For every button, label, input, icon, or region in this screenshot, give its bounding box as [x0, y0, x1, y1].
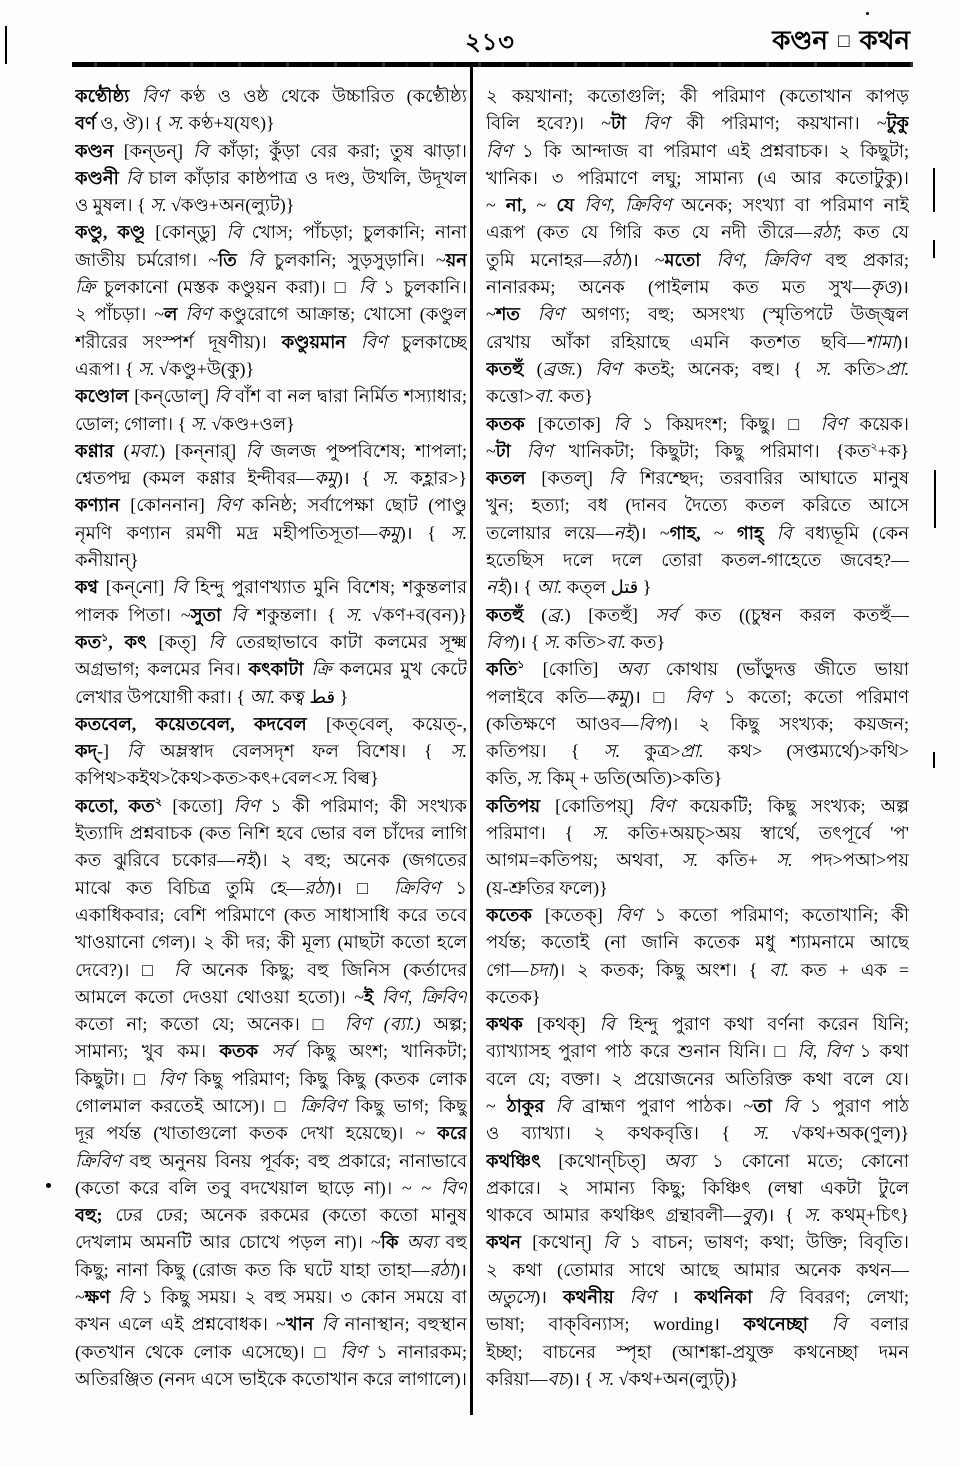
dict-line: অতুসে)। কথনীয় বিণ । কথনিকা বি বিবরণ; লেখা; [486, 1287, 909, 1308]
dict-line: থাকবে আমার কথঞ্চিৎ গ্রন্থাবলী—বুব)। { স. কথম্+চিৎ} [486, 1205, 909, 1226]
dict-line: পরিমাণ। { স. কতি+অয়চ্>অয় স্বার্থে, তৎপূর্বে 'প' [486, 823, 909, 844]
dict-line: কতবেল, কয়েতবেল, কদবেল [কত্‌বেল্, কয়েত্-, [75, 713, 467, 734]
dict-line: কতিপয়। { স. কুত্র>প্রা. কথ> (সপ্তম্যর্থে)>কথি> [486, 741, 909, 762]
dict-line: কতল [কতল্] বি শিরশ্ছেদ; তরবারির আঘাতে মানুষ [486, 468, 909, 489]
dict-line: তুমি মনোহর—রঠা)। ~মতো বিণ, ক্রিবিণ বহু প্রকার; [486, 249, 909, 270]
dict-line: কদ্-] বি অম্লস্বাদ বেলসদৃশ ফল বিশেষ। { স. [75, 741, 467, 762]
dict-line: সামান্য; খুব কম। কতক সর্ব কিছু অংশ; খানিকটা; [75, 1041, 467, 1062]
dict-line: কিছুটা। □ বিণ কিছু পরিমাণ; কিছু কিছু (কতক লোক [75, 1068, 467, 1089]
dict-line: কতো না; কতো যে; অনেক। □ বিণ (ব্যা.) অল্প; [75, 1014, 467, 1035]
dict-line: মাঝে কত বিচিত্র তুমি হে—রঠা)। □ ক্রিবিণ ১ [75, 877, 467, 898]
dict-line: দূর পর্যন্ত (খাতাগুলো কতক দেখা হয়েছে)। ~ করে [75, 1123, 467, 1144]
dict-line: ~ ঠাকুর বি ব্রাহ্মণ পুরাণ পাঠক। ~তা বি ১ পুরাণ পাঠ [486, 1095, 909, 1116]
dict-line: কতি, স. কিম্ + ডতি(অতি)>কতি} [486, 768, 723, 789]
dict-line: অতিরঞ্জিত (ননদ এসে ভাইকে কতোখান করে লাগালে)। [75, 1368, 467, 1389]
dict-line: ডোল; গোলা। { স. √কণ্ড+ওল} [75, 413, 295, 434]
dict-line: পালক পিতা। ~সুতা বি শকুন্তলা। { স. √কণ+ব(বন)} [75, 604, 467, 625]
dict-line: কণ্ণার (মবা.) [কন্‌নার্] বি জলজ পুষ্পবিশেষ; শাপলা; [75, 440, 467, 461]
dict-line: ইচ্ছা; বাচনের স্পৃহা (আশঙ্কা-প্রযুক্ত কথনেচ্ছা দমন [486, 1341, 909, 1362]
scan-margin-artifact [933, 168, 935, 212]
dict-line: কত ঝুরিবে চকোর—নই)। ২ বহু; অনেক (জগতের [75, 850, 467, 871]
dict-line: ২ পাঁচড়া। ~ল বিণ কণ্ডুরোগে আক্রান্ত; খোসো (কণ্ডুল [75, 304, 467, 325]
running-head-separator-icon: □ [837, 31, 850, 52]
dict-line: রেখায় আঁকা রহিয়াছে এমনি কতশত ছবি—শামা)। [486, 331, 909, 352]
dict-line: অগ্রভাগ; কলমের নিব। কৎকাটা ক্রি কলমের মুখ কেটে [75, 659, 467, 680]
running-head-first-entry: কণ্ডন [772, 26, 828, 55]
dict-line: তলোয়ার লয়ে—নই)। ~গাহ, ~ গাহ্ বি বধ্যভূমি (কেন [486, 522, 909, 543]
header-rule [72, 62, 913, 67]
dict-line: বিণ ১ কি আন্দাজ বা পরিমাণ এই প্রশ্নবাচক। ২ কিছুটা; [486, 140, 909, 161]
dict-line: কপিথ>কইথ>কৈথ>কত>কৎ+বেল<স. বিল্ব} [75, 768, 379, 789]
dict-line: (কতিক্ষণে আওব—বিপ)। ২ কিছু সংখ্যক; কয়জন; [486, 713, 909, 734]
dict-line: করিয়া—বচ)। { স. √কথ+অন(ল্যুট্)} [486, 1368, 739, 1389]
dict-line: ২ কয়খানা; কতোগুলি; কী পরিমাণ (কতোখান কাপড় [486, 86, 909, 106]
dict-line: (কতখান থেকে লোক এসেছে)। □ বিণ ১ নানারকম; [75, 1341, 467, 1362]
dict-line: বর্ণ ও, ঔ)। { স. কণ্ঠ+য(যৎ)} [75, 113, 275, 134]
dict-line: খুন; হত্যা; বধ (দানব দৈত্যে কতল করিতে আসে [486, 495, 909, 516]
dict-line: কথক [কথক্] বি হিন্দু পুরাণ কথা বর্ণনা করেন যিনি; [486, 1014, 909, 1035]
dict-line: বলে যে; বক্তা। ২ প্রয়োজনের অতিরিক্ত কথা বলে যে। [486, 1068, 909, 1089]
dict-line: প্রকারে। ২ সামান্য কিছু; কিঞ্চিৎ (লম্বা একটা টুলে [486, 1177, 909, 1198]
dict-line: খাওয়ানো গেল)। ২ কী দর; কী মূল্য (মাছটা কতো হলে [75, 932, 467, 953]
dict-line: কণ্ব [কন্‌নো] বি হিন্দু পুরাণখ্যাত মুনি বিশেষ; শকুন্তলার [75, 577, 467, 598]
dict-line: কণ্ঠৌষ্ঠ্য বিণ কণ্ঠ ও ওষ্ঠ থেকে উচ্চারিত (কণ্ঠৌষ্ঠ্য [75, 86, 467, 106]
dict-line: কতেক [কতেক্] বিণ ১ কতো পরিমাণ; কতোখানি; কী [486, 904, 909, 925]
dict-line: দেবে?)। □ বি অনেক কিছু; বহু জিনিস (কর্তাদের [75, 959, 467, 980]
dict-line: ২ কথা (তোমার সাথে আছে আমার অনেক কথন— [486, 1259, 909, 1280]
dict-line: ও ব্যাখ্যা। ২ কথকবৃত্তি। { স. √কথ+অক(ণুল)} [486, 1123, 909, 1144]
dict-line: ভাষা; বাক্‌বিন্যাস; wording। কথনেচ্ছা বি বলার [486, 1314, 909, 1335]
dict-line: শ্বেতপদ্ম (কমল কণ্ণার ইন্দীবর—কমু)। { স. কহ্লার>} [75, 468, 467, 489]
dict-line: ~ক্ষণ বি ১ কিছু সময়। ২ বহু সময়। ৩ কোন সময়ে বা [75, 1287, 467, 1308]
dict-line: ~ না, ~ যে বিণ, ক্রিবিণ অনেক; সংখ্যা বা পরিমাণ নাই [486, 195, 909, 216]
dict-line: কিছু; নানা কিছু (রোজ কত কি ঘটে যাহা তাহা—রঠা)। [75, 1259, 467, 1280]
dict-line: লেখার উপযোগী করা। { আ. কত্ব قط } [75, 686, 349, 707]
dict-line: নই)। { আ. কত্‌ল قتل } [486, 577, 652, 598]
dict-line: কখন এলে এই প্রশ্নবোধক। ~খান বি নানাস্থান; বহুস্থান [75, 1314, 467, 1335]
dict-line: ক্রি চুলকানো (মস্তক কণ্ডুয়ন করা)। □ বি ১ চুলকানি। [75, 277, 467, 298]
dict-line: কথন [কথোন্] বি ১ বাচন; ভাষণ; কথা; উক্তি; বিবৃতি। [486, 1232, 909, 1253]
dict-line: দেখলাম অমনটি আর চোখে পড়ল না)। ~কি অব্য বহু [75, 1232, 467, 1253]
column-right [486, 83, 909, 1393]
dict-line: কণ্ডু, কণ্ডূ [কোন্‌ডু] বি খোস; পাঁচড়া; চুলকানি; নানা [75, 222, 467, 243]
running-head-last-entry: কথন [859, 26, 910, 55]
dict-line: কণ্ডনী বি চাল কাঁড়ার কাষ্ঠপাত্র ও দণ্ড, উখলি, উদূখল [75, 167, 467, 188]
scan-margin-artifact [934, 470, 936, 528]
dict-line: পর্যন্ত; কতোই (না জানি কতেক মধু শ্যামনামে আছে [486, 932, 909, 953]
dict-line: নানারকম; অনেক (পাইলাম কত মত সুখ—কৃও)। [486, 277, 909, 298]
scan-dot-artifact [866, 12, 869, 15]
dict-line: কণ্ডন [কন্‌ডন্] বি কাঁড়া; কুঁড়া বের করা; তুষ ঝাড়া। [75, 140, 467, 161]
scan-margin-artifact [933, 752, 935, 768]
column-left [75, 83, 467, 1393]
dict-line: ~টা বিণ খানিকটা; কিছুটা; কিছু পরিমাণ। {কত$^২$+ক} [486, 440, 909, 461]
dict-line: শরীরের সংস্পর্শ দূষণীয়)। কণ্ডুয়মান বিণ চুলকাচ্ছে [75, 331, 467, 352]
dict-line: কতো, কত$^২$ [কতো] বিণ ১ কী পরিমাণ; কী সংখ্যক [75, 795, 467, 816]
dict-line: কত্তো>বা. কত} [486, 386, 594, 407]
dict-line: নৃমণি কণ্যান রমণী মদ্র মহীপতিসূতা—কমু)। { স. [75, 522, 467, 543]
running-head [772, 20, 910, 64]
dict-line: কতি$^১$ [কোতি] অব্য কোথায় (ভাঁড়ুদত্ত জীতে ভায়া [486, 659, 909, 680]
column-divider-rule [470, 67, 473, 1415]
dict-line: ইত্যাদি প্রশ্নবাচক (কত নিশি হবে ভোর বল চাঁদের লাগি [75, 823, 467, 844]
dict-line: কণ্যান [কোননান] বিণ কনিষ্ঠ; সর্বাপেক্ষা ছোট (পাণ্ডু [75, 495, 467, 516]
dict-line: ~শত বিণ অগণ্য; বহু; অসংখ্য (স্মৃতিপটে উজ্জ্বল [486, 304, 909, 325]
dict-line: হতেছিস দলে দলে তোরা কতল-গাহেতে জবেহ?— [486, 550, 909, 571]
dict-line: গোলমাল করতেই আসে)। □ ক্রিবিণ কিছু ভাগ; কিছু [75, 1095, 467, 1116]
scan-edge-artifact [5, 26, 7, 64]
dict-line: জাতীয় চর্মরোগ। ~তি বি চুলকানি; সুড়সুড়ানি। ~য়ন [75, 249, 467, 270]
dict-line: কতেক} [486, 986, 541, 1007]
dict-line: কতক [কতোক] বি ১ কিয়দংশ; কিছু। □ বিণ কয়েক। [486, 413, 909, 434]
dict-line: ক্রিবিণ বহু অনুনয় বিনয় পূর্বক; বহু প্রকারে; নানাভাবে [75, 1150, 467, 1171]
page-number: ২১৩ [465, 30, 515, 56]
dict-line: বিলি হবে?)। ~টা বিণ কী পরিমাণ; কয়খানা। ~টুকু [486, 113, 909, 134]
dict-line: বিপ)। { স. কতি>বা. কত} [486, 631, 666, 652]
dict-line: খানিক। ৩ পরিমাণে লঘু; সামান্য (এ আর কতোটুকু)। [486, 167, 909, 188]
dict-line: কথঞ্চিৎ [কথোন্‌চিত্] অব্য ১ কোনো মতে; কোনো [486, 1150, 909, 1171]
dict-line: এরূপ (কত যে গিরি কত যে নদী তীরে—রঠা; কত যে [486, 222, 909, 243]
scan-dot-artifact [46, 1183, 51, 1188]
scan-margin-artifact [933, 240, 935, 258]
dict-line: একাধিকবার; বেশি পরিমাণে (কত সাধাসাধি করে তবে [75, 904, 467, 925]
dict-line: পলাইবে কতি—কমু)। □ বিণ ১ কতো; কতো পরিমাণ [486, 686, 909, 707]
dict-line: কণ্ডোল [কন্‌ডোল্] বি বাঁশ বা নল দ্বারা নির্মিত শস্যাধার; [75, 386, 467, 407]
dict-line: আমলে কতো দেওয়া থোওয়া হতো)। ~ই বিণ, ক্রিবিণ [75, 986, 467, 1007]
dict-line: (কতো করে বলি তবু বদখেয়াল ছাড়ে না)। ~ ~ বিণ [75, 1177, 467, 1198]
dict-line: কতহুঁ (ব্র.) [কতহুঁ] সর্ব কত ((চুম্বন করল কতহুঁ— [486, 604, 909, 625]
dict-line: কনীয়ান্} [75, 550, 139, 571]
dict-line: বহু; ঢের ঢের; অনেক রকমের (কতো কতো মানুষ [75, 1205, 467, 1226]
dict-line: আগম=কতিপয়; অথবা, স. কতি+ স. পদ>পআ>পয় [486, 850, 909, 871]
dict-line: গো—চদা)। ২ কতক; কিছু অংশ। { বা. কত + এক = [486, 959, 909, 980]
dict-line: (য়-শ্রুতির ফলে)} [486, 877, 608, 898]
dict-line: কতহুঁ (ব্রজ.) বিণ কতই; অনেক; বহু। { স. কতি>প্রা. [486, 358, 909, 379]
dict-line: কতিপয় [কোতিপয়্] বিণ কয়েকটি; কিছু সংখ্যক; অল্প [486, 795, 909, 816]
dict-line: কত$^১$, কৎ [কত্] বি তেরছাভাবে কাটা কলমের সূক্ষ্ম [75, 631, 467, 652]
dict-line: এরূপ। { স. √কণ্ডু+উ(কু)} [75, 358, 255, 379]
dict-line: ব্যাখ্যাসহ পুরাণ পাঠ করে শুনান যিনি। □ বি, বিণ ১ কথা [486, 1041, 909, 1062]
dict-line: ও মুষল। { স. √কণ্ড+অন(ল্যুট)} [75, 195, 295, 216]
